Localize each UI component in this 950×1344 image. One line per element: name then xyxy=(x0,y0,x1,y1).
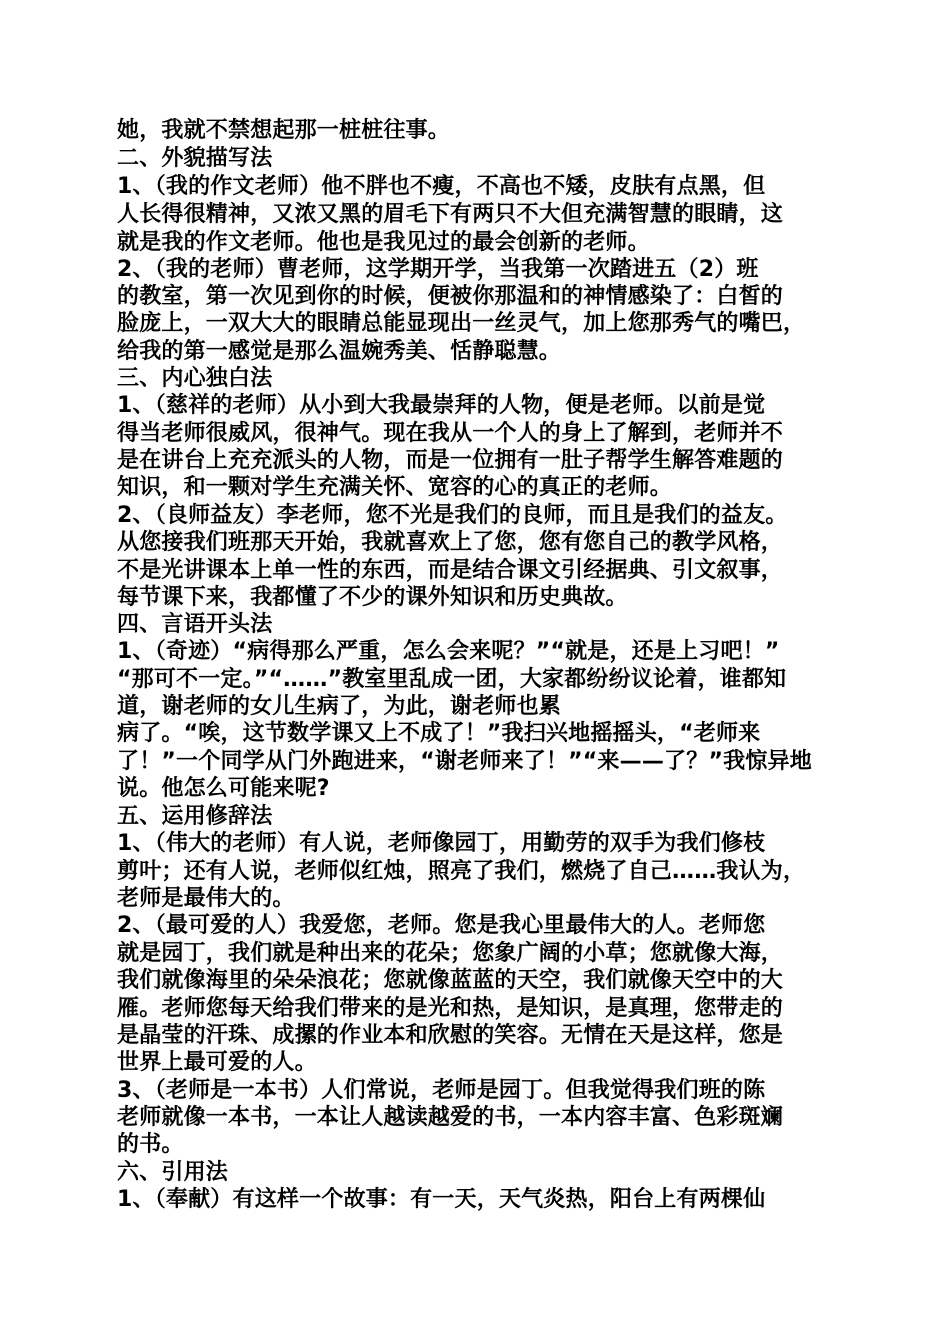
section-heading: 二、外貌描写法 xyxy=(117,146,273,171)
section-heading: 五、运用修辞法 xyxy=(117,804,273,829)
text-line: 3、（老师是一本书）人们常说，老师是园丁。但我觉得我们班的陈 xyxy=(117,1078,766,1103)
text-line: 2、（良师益友）李老师，您不光是我们的良师，而且是我们的益友。 xyxy=(117,503,788,528)
text-line: 知识，和一颗对学生充满关怀、宽容的心的真正的老师。 xyxy=(117,475,673,500)
text-line: 老师是最伟大的。 xyxy=(117,886,295,911)
text-line: 世界上最可爱的人。 xyxy=(117,1050,317,1075)
text-line: 的书。 xyxy=(117,1132,184,1157)
text-line: 1、（奇迹）“病得那么严重，怎么会来呢？”“就是，还是上习吧！” xyxy=(117,639,780,664)
text-line: 剪叶；还有人说，老师似红烛，照亮了我们，燃烧了自己……我认为， xyxy=(117,859,806,884)
text-line: 雁。老师您每天给我们带来的是光和热，是知识，是真理，您带走的 xyxy=(117,996,784,1021)
text-line: 病了。“唉，这节数学课又上不成了！”我扫兴地摇摇头，“老师来 xyxy=(117,721,761,746)
section-heading: 六、引用法 xyxy=(117,1160,229,1185)
text-line: 她，我就不禁想起那一桩桩往事。 xyxy=(117,118,451,143)
section-heading: 四、言语开头法 xyxy=(117,612,273,637)
text-line: 道，谢老师的女儿生病了，为此，谢老师也累 xyxy=(117,694,562,719)
text-line: 老师就像一本书，一本让人越读越爱的书，一本内容丰富、色彩斑斓 xyxy=(117,1105,784,1130)
text-line: 1、（慈祥的老师）从小到大我最崇拜的人物，便是老师。以前是觉 xyxy=(117,393,766,418)
section-heading: 三、内心独白法 xyxy=(117,366,273,391)
text-line: 的教室，第一次见到你的时候，便被你那温和的神情感染了：白皙的 xyxy=(117,284,784,309)
text-line: 1、（奉献）有这样一个故事：有一天，天气炎热，阳台上有两棵仙 xyxy=(117,1187,766,1212)
text-line: 脸庞上，一双大大的眼睛总能显现出一丝灵气，加上您那秀气的嘴巴， xyxy=(117,311,806,336)
text-line: 得当老师很威风，很神气。现在我从一个人的身上了解到，老师并不 xyxy=(117,421,784,446)
text-line: 就是园丁，我们就是种出来的花朵；您象广阔的小草；您就像大海， xyxy=(117,941,784,966)
text-line: 给我的第一感觉是那么温婉秀美、恬静聪慧。 xyxy=(117,339,562,364)
text-line: 2、（最可爱的人）我爱您，老师。您是我心里最伟大的人。老师您 xyxy=(117,913,766,938)
text-line: 人长得很精神，又浓又黑的眉毛下有两只不大但充满智慧的眼睛，这 xyxy=(117,202,784,227)
text-line: 说。他怎么可能来呢? xyxy=(117,776,330,801)
text-line: 不是光讲课本上单一性的东西，而是结合课文引经据典、引文叙事， xyxy=(117,558,784,583)
text-line: 每节课下来，我都懂了不少的课外知识和历史典故。 xyxy=(117,585,628,610)
text-line: 我们就像海里的朵朵浪花；您就像蓝蓝的天空，我们就像天空中的大 xyxy=(117,968,784,993)
text-line: 从您接我们班那天开始，我就喜欢上了您，您有您自己的教学风格， xyxy=(117,530,784,555)
text-line: 了！”一个同学从门外跑进来，“谢老师来了！”“来——了？”我惊异地 xyxy=(117,749,812,774)
text-line: 2、（我的老师）曹老师，这学期开学，当我第一次踏进五（2）班 xyxy=(117,257,759,282)
text-line: 是在讲台上充充派头的人物，而是一位拥有一肚子帮学生解答难题的 xyxy=(117,448,784,473)
text-line: 1、（伟大的老师）有人说，老师像园丁，用勤劳的双手为我们修枝 xyxy=(117,831,766,856)
text-line: 是晶莹的汗珠、成摞的作业本和欣慰的笑容。无情在天是这样，您是 xyxy=(117,1023,784,1048)
text-line: 就是我的作文老师。他也是我见过的最会创新的老师。 xyxy=(117,230,650,255)
text-line: 1、（我的作文老师）他不胖也不瘦，不高也不矮，皮肤有点黑，但 xyxy=(117,174,766,199)
text-line: “那可不一定。”“……”教室里乱成一团，大家都纷纷议论着，谁都知 xyxy=(117,667,787,692)
